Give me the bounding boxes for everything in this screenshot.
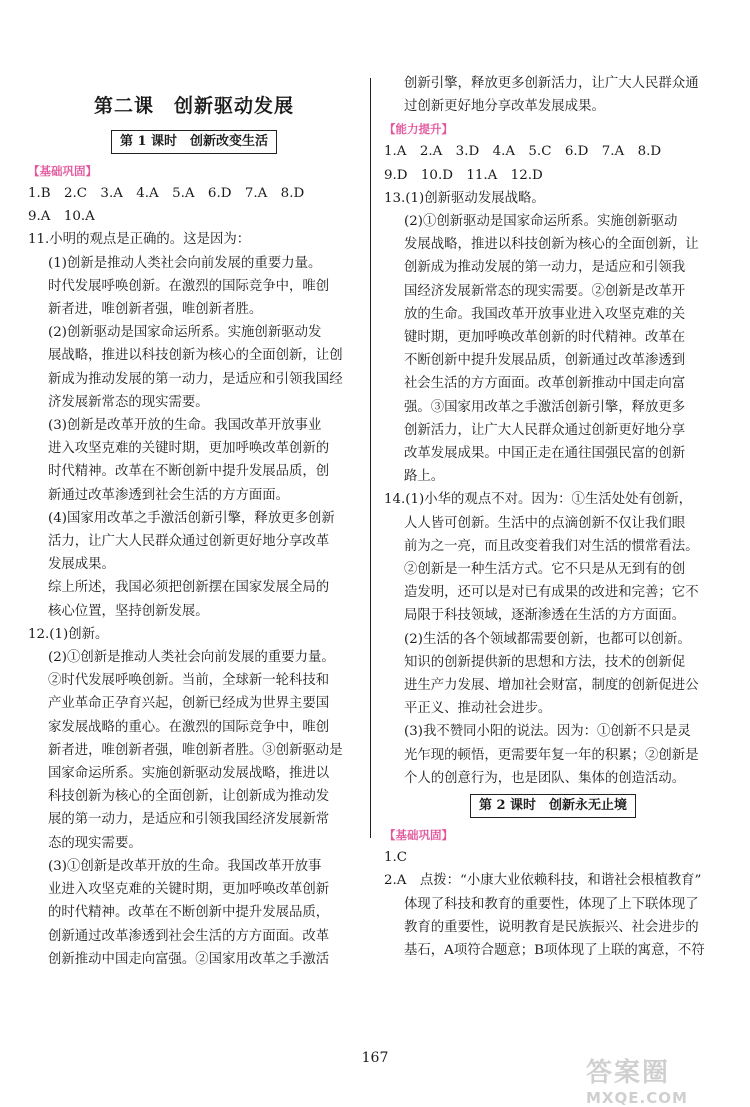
lesson-title: 第二课 创新驱动发展 [93, 95, 294, 117]
text-line: (3)我不赞同小阳的说法。因为：①创新不只是灵 [404, 724, 691, 740]
lesson-subtitle-box: 第 1 课时 创新改变生活 [111, 130, 277, 154]
text-line: 11.小明的观点是正确的。这是因为： [28, 232, 251, 248]
text-line: 展的第一动力，是适应和引领我国经济发展新常 [48, 812, 330, 828]
text-line: 过创新更好地分享改革发展成果。 [404, 99, 605, 115]
text-line: 核心位置，坚持创新发展。 [48, 603, 209, 619]
text-line: 产业革命正孕育兴起，创新已经成为世界主要国 [48, 696, 330, 712]
subtitle2-wrap [384, 794, 722, 818]
text-line: 2.A 点拨：“小康大业依赖科技，和谐社会根植教育” [384, 873, 702, 889]
text-line: 光乍现的顿悟，更需要年复一年的积累；②创新是 [404, 747, 699, 763]
text-line: 人人皆可创新。生活中的点滴创新不仅让我们眼 [404, 515, 686, 531]
text-line: ②创新是一种生活方式。它不只是从无到有的创 [404, 562, 686, 578]
text-line: 强。③国家用改革之手激活创新引擎，释放更多 [404, 399, 686, 415]
text-line: 进生产力发展、增加社会财富，制度的创新促进公 [404, 678, 699, 694]
text-line: 科技创新为核心的全面创新，让创新成为推动发 [48, 789, 330, 805]
watermark-line2: MXQE.COM [586, 1089, 688, 1107]
text-line: 9.D 10.D 11.A 12.D [384, 167, 543, 183]
section-label-ability: 【能力提升】 [384, 122, 453, 137]
text-line: 创新成为推动发展的第一动力，是适应和引领我 [404, 260, 686, 276]
text-line: 1.B 2.C 3.A 4.A 5.A 6.D 7.A 8.D [28, 186, 305, 201]
text-line: 的时代精神。改革在不断创新中提升发展品质， [48, 905, 330, 921]
text-line: 知识的创新提供新的思想和方法，技术的创新促 [404, 654, 686, 670]
text-line: 新通过改革渗透到社会生活的方方面面。 [48, 487, 290, 503]
text-line: 时代发展呼唤创新。在激烈的国际竞争中，唯创 [48, 278, 330, 294]
text-line: 创新引擎，释放更多创新活力，让广大人民群众通 [404, 76, 699, 91]
left-column [28, 72, 360, 971]
text-line: ②时代发展呼唤创新。当前，全球新一轮科技和 [48, 673, 330, 689]
text-line: 社会生活的方方面面。改革创新推动中国走向富 [404, 376, 686, 392]
text-line: 13.(1)创新驱动发展战略。 [384, 190, 545, 206]
text-line: 9.A 10.A [28, 209, 95, 225]
text-line: (4)国家用改革之手激活创新引擎，释放更多创新 [48, 510, 335, 526]
text-line: 展战略，推进以科技创新为核心的全面创新，让创 [48, 348, 343, 364]
text-line: 12.(1)创新。 [28, 626, 109, 642]
text-line: 创新推动中国走向富强。②国家用改革之手激活 [48, 951, 330, 967]
text-line: 平正义、推动社会进步。 [404, 701, 552, 717]
text-line: 基石，A项符合题意；B项体现了上联的寓意，不符 [404, 942, 705, 958]
text-line: 放的生命。我国改革开放事业进入攻坚克难的关 [404, 306, 686, 322]
text-line: 综上所述，我国必须把创新摆在国家发展全局的 [48, 580, 330, 596]
text-line: 个人的创意行为，也是团队、集体的创造活动。 [404, 770, 686, 786]
right-answer-lines-c [384, 846, 722, 962]
text-line: (1)创新是推动人类社会向前发展的重要力量。 [48, 255, 322, 271]
text-line: 路上。 [404, 469, 445, 485]
section-label-basic-2: 【基础巩固】 [384, 828, 453, 843]
text-line: 创新活力，让广大人民群众通过创新更好地分享 [404, 422, 686, 438]
text-line: 发展成果。 [48, 557, 115, 573]
text-line: (2)生活的各个领域都需要创新，也都可以创新。 [404, 631, 691, 647]
section-label-basic: 【基础巩固】 [28, 164, 97, 178]
column-divider [370, 78, 371, 838]
text-line: 14.(1)小华的观点不对。因为：①生活处处有创新， [384, 492, 693, 508]
text-line: (2)创新驱动是国家命运所系。实施创新驱动发 [48, 325, 322, 341]
text-line: 键时期，更加呼唤改革创新的时代精神。改革在 [404, 330, 686, 346]
text-line: 时代精神。改革在不断创新中提升发展品质，创 [48, 464, 330, 480]
text-line: 体现了科技和教育的重要性，体现了上下联体现了 [404, 896, 699, 912]
text-line: (3)创新是改革开放的生命。我国改革开放事业 [48, 418, 322, 434]
text-line: 1.A 2.A 3.D 4.A 5.C 6.D 7.A 8.D [384, 144, 662, 160]
right-column [384, 72, 722, 962]
text-line: 新者进，唯创新者强，唯创新者胜。③创新驱动是 [48, 742, 343, 758]
text-line: 1.C [384, 850, 408, 866]
text-line: 态的现实需要。 [48, 835, 142, 851]
text-line: 局限于科技领域，逐渐渗透在生活的方方面面。 [404, 608, 686, 624]
text-line: 创新通过改革渗透到社会生活的方方面面。改革 [48, 928, 330, 944]
text-line: 新成为推动发展的第一动力，是适应和引领我国经 [48, 371, 343, 387]
text-line: 不断创新中提升发展品质，创新通过改革渗透到 [404, 353, 686, 369]
text-line: 活力，让广大人民群众通过创新更好地分享改革 [48, 534, 330, 550]
text-line: (2)①创新是推动人类社会向前发展的重要力量。 [48, 650, 335, 666]
text-line: 改革发展成果。中国正走在通往国强民富的创新 [404, 446, 686, 462]
text-line: 济发展新常态的现实需要。 [48, 394, 209, 410]
lesson2-subtitle-box: 第 2 课时 创新永无止境 [470, 794, 636, 818]
text-line: (2)①创新驱动是国家命运所系。实施创新驱动 [404, 214, 678, 230]
text-line: 国经济发展新常态的现实需要。②创新是改革开 [404, 283, 686, 299]
text-line: 发展战略，推进以科技创新为核心的全面创新，让 [404, 237, 699, 253]
text-line: 前为之一亮，而且改变着我们对生活的惯常看法。 [404, 538, 699, 554]
watermark-line1: 答案圈 [586, 1058, 671, 1088]
text-line: 教育的重要性，说明教育是民族振兴、社会进步的 [404, 919, 699, 935]
text-line: 业进入攻坚克难的关键时期，更加呼唤改革创新 [48, 882, 330, 898]
text-line: 新者进，唯创新者强，唯创新者胜。 [48, 302, 263, 318]
text-line: 进入攻坚克难的关键时期，更加呼唤改革创新的 [48, 441, 330, 457]
left-answer-lines [28, 182, 360, 971]
page-number: 167 [361, 1050, 389, 1066]
text-line: (3)①创新是改革开放的生命。我国改革开放事 [48, 858, 322, 874]
right-answer-lines-a [384, 72, 722, 118]
text-line: 国家命运所系。实施创新驱动发展战略，推进以 [48, 766, 330, 782]
text-line: 家发展战略的重心。在激烈的国际竞争中，唯创 [48, 719, 330, 735]
right-answer-lines-b [384, 140, 722, 790]
subtitle-wrap [28, 130, 360, 154]
watermark-logo [586, 1052, 736, 1107]
text-line: 造发明，还可以是对已有成果的改进和完善；它不 [404, 585, 699, 601]
